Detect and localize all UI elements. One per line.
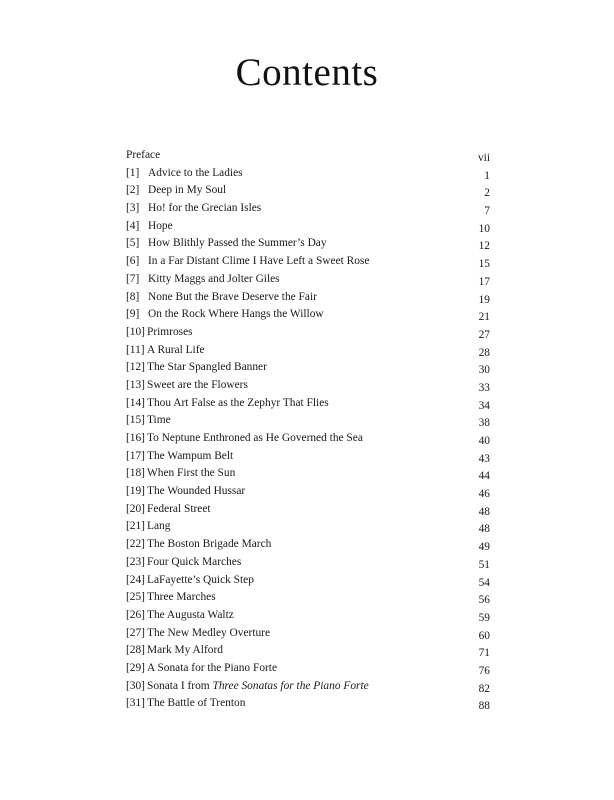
entry-number: [4] [126, 219, 140, 232]
entry-title [147, 554, 241, 572]
entry-title-text: How Blithly Passed the Summer’s Day [148, 237, 327, 250]
entry-number: [19] [126, 485, 145, 498]
entry-page-number: 46 [478, 488, 490, 501]
entry-title-text: Lang [147, 520, 171, 533]
entry-page-number: 59 [478, 611, 490, 624]
entry-title [148, 271, 280, 289]
entry-title [148, 200, 261, 218]
toc-entry [126, 536, 490, 554]
entry-number: [12] [126, 361, 145, 374]
entry-number: [24] [126, 573, 145, 586]
entry-title-text: Three Marches [147, 591, 216, 604]
entry-page-number: 27 [478, 328, 490, 341]
toc-entry [126, 660, 490, 678]
entry-page-number: 48 [478, 523, 490, 536]
entry-number: [3] [126, 202, 140, 215]
entry-page-number: 19 [478, 293, 490, 306]
toc-entry [126, 253, 490, 271]
entry-title-text: Preface [126, 149, 161, 161]
entry-title [147, 359, 267, 377]
entry-title [147, 395, 329, 413]
entry-title-text: The Wampum Belt [147, 449, 234, 462]
entry-title [147, 678, 369, 696]
toc-entry [126, 625, 490, 643]
entry-number: [27] [126, 626, 145, 639]
entry-page-number: 17 [478, 275, 490, 288]
entry-number: [23] [126, 555, 145, 568]
entry-title-text: On the Rock Where Hangs the Willow [148, 308, 324, 321]
entry-title-text: To Neptune Enthroned as He Governed the Sea [147, 432, 363, 444]
entry-number: [18] [126, 467, 145, 480]
entry-number: [25] [126, 591, 145, 604]
entry-page-number: 10 [478, 222, 490, 235]
entry-page-number: 49 [478, 541, 490, 554]
entry-number: [8] [126, 290, 140, 303]
entry-title-text: When First the Sun [147, 467, 236, 480]
entry-title-text: Primroses [147, 325, 193, 338]
entry-page-number: 82 [478, 682, 490, 695]
entry-page-number: 38 [478, 417, 490, 430]
entry-number: [5] [126, 237, 140, 250]
entry-page-number: 76 [478, 664, 490, 677]
entry-number: [20] [126, 502, 145, 515]
toc-entry [126, 607, 490, 625]
entry-title-text: Sweet are the Flowers [147, 378, 248, 391]
entry-title-text: In a Far Distant Clime I Have Left a Sweet Rose [148, 255, 370, 268]
toc-entry [126, 324, 490, 342]
entry-title [147, 465, 235, 483]
toc-entry [126, 483, 490, 501]
entry-page-number: 60 [478, 629, 490, 642]
toc-entry [126, 501, 490, 519]
entry-number: [13] [126, 378, 145, 391]
entry-title [147, 642, 223, 660]
entry-title-text: Time [147, 414, 171, 427]
entry-title-text: The Wounded Hussar [147, 485, 246, 498]
toc-entry [126, 695, 490, 713]
toc-entry [126, 448, 490, 466]
entry-title [148, 165, 243, 183]
entry-number: [10] [126, 325, 145, 338]
toc-entry [126, 182, 490, 200]
entry-title-text: A Rural Life [147, 343, 205, 356]
toc-entry [126, 430, 490, 448]
toc-entry [126, 306, 490, 324]
entry-page-number: 30 [478, 364, 490, 377]
entry-title [147, 377, 248, 395]
entry-page-number: 48 [478, 505, 490, 518]
entry-title-text: The Augusta Waltz [147, 608, 234, 621]
entry-number: [6] [126, 255, 140, 268]
entry-title-text: Kitty Maggs and Jolter Giles [148, 272, 280, 285]
entry-title [147, 660, 277, 678]
entry-title-text: Deep in My Soul [148, 184, 227, 197]
entry-title-text: Ho! for the Grecian Isles [148, 202, 262, 215]
entry-number: [22] [126, 538, 145, 551]
entry-title [148, 218, 173, 236]
entry-number: [9] [126, 308, 140, 321]
entry-page-number: 34 [478, 399, 490, 412]
entry-title [148, 306, 324, 324]
entry-title-text: Advice to the Ladies [148, 166, 243, 179]
entry-number: [7] [126, 272, 140, 285]
entry-title [148, 253, 369, 271]
entry-page-number: 44 [478, 470, 490, 483]
toc-entry [126, 342, 490, 360]
entry-title [126, 147, 160, 165]
entry-title-text: Four Quick Marches [147, 555, 242, 568]
entry-title-text: The Battle of Trenton [147, 697, 246, 710]
entry-page-number: 21 [478, 311, 490, 324]
toc-entry [126, 589, 490, 607]
entry-page-number: 43 [478, 452, 490, 465]
entry-title [147, 589, 216, 607]
entry-title-text: A Sonata for the Piano Forte [147, 661, 278, 674]
entry-title-text: LaFayette’s Quick Step [147, 573, 254, 586]
entry-page-number: 71 [478, 647, 490, 660]
entry-number: [11] [126, 343, 145, 356]
entry-title-text: Mark My Alford [147, 644, 223, 657]
toc-entry [126, 377, 490, 395]
entry-title [147, 572, 254, 590]
entry-page-number: 56 [478, 594, 490, 607]
entry-title [147, 483, 245, 501]
entry-number: [26] [126, 608, 145, 621]
toc-entry [126, 165, 490, 183]
entry-title [147, 448, 233, 466]
entry-page-number: 2 [484, 187, 490, 200]
toc-entry [126, 642, 490, 660]
entry-title-text: Thou Art False as the Zephyr That Flies [147, 396, 329, 409]
entry-number: [21] [126, 520, 145, 533]
entry-title [147, 501, 211, 519]
entry-number: [14] [126, 396, 145, 409]
entry-page-number: 15 [478, 258, 490, 271]
entry-page-number: 51 [478, 558, 490, 571]
entry-title-text: Hope [148, 219, 173, 232]
entry-page-number: 40 [478, 435, 490, 447]
entry-number: [29] [126, 661, 145, 674]
entry-page-number: 33 [478, 381, 490, 394]
entry-title [147, 412, 171, 430]
toc-entry [126, 572, 490, 590]
entry-title [147, 536, 271, 554]
toc-entry [126, 395, 490, 413]
toc-entry [126, 200, 490, 218]
entry-page-number: 54 [478, 576, 490, 589]
entry-title-text: The Star Spangled Banner [147, 361, 267, 374]
entry-number: [15] [126, 414, 145, 427]
entry-number: [31] [126, 697, 145, 710]
toc-entry [126, 218, 490, 236]
entry-title-italic: Three Sonatas for the Piano Forte [212, 679, 369, 692]
entry-number: [17] [126, 449, 145, 462]
toc-entry [126, 678, 490, 696]
toc-entry [126, 289, 490, 307]
entry-page-number: 88 [478, 700, 490, 713]
entry-title [147, 430, 363, 448]
entry-title [147, 324, 193, 342]
entry-title [147, 518, 170, 536]
entry-title [147, 695, 245, 713]
entry-title [148, 235, 327, 253]
toc-entry [126, 147, 490, 165]
toc-entry [126, 235, 490, 253]
toc-entry [126, 518, 490, 536]
entry-title-text: The New Medley Overture [147, 626, 271, 639]
entry-title [147, 625, 270, 643]
entry-page-number: 12 [478, 240, 490, 253]
entry-page-number: 1 [484, 169, 490, 182]
toc-entry [126, 412, 490, 430]
entry-number: [28] [126, 644, 145, 657]
entry-title [148, 182, 226, 200]
entry-title-text: None But the Brave Deserve the Fair [148, 290, 317, 303]
toc-entry [126, 554, 490, 572]
entry-number: [30] [126, 679, 145, 692]
entry-title [148, 289, 317, 307]
page-title: Contents [235, 51, 379, 94]
entry-title-text: Federal Street [147, 502, 211, 515]
entry-title-text: The Boston Brigade March [147, 538, 272, 551]
toc-entry [126, 359, 490, 377]
entry-title [147, 607, 234, 625]
toc-entry [126, 465, 490, 483]
entry-number: [1] [126, 166, 140, 179]
entry-page-number: 28 [478, 346, 490, 359]
toc-entry [126, 271, 490, 289]
table-of-contents [126, 147, 490, 713]
entry-title-text: Sonata I from [147, 679, 213, 692]
entry-number: [2] [126, 184, 140, 197]
entry-page-number: vii [477, 152, 490, 164]
entry-page-number: 7 [484, 205, 490, 218]
entry-title [147, 342, 205, 360]
entry-number: [16] [126, 432, 145, 444]
